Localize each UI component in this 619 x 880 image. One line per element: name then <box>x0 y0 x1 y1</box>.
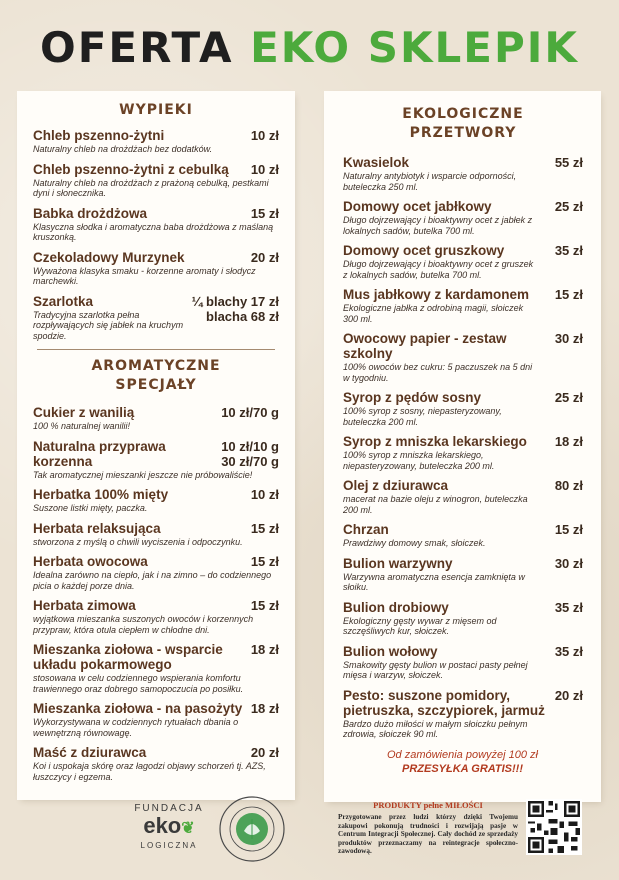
item-name: Babka drożdżowa <box>33 205 148 221</box>
item-name: Syrop z pędów sosny <box>343 390 482 405</box>
menu-item <box>33 162 279 199</box>
item-description: Koi i uspokaja skórę oraz łagodzi objawy schorzeń tj. AZS, łuszczycy i egzema. <box>33 761 266 782</box>
section-title-wypieki: WYPIEKI <box>119 102 193 118</box>
item-price: 35 zł <box>554 643 583 659</box>
item-name: Cukier z wanilią <box>33 405 135 420</box>
page-title <box>0 20 619 76</box>
item-price: 10 zł <box>250 128 279 143</box>
item-name: Bulion wołowy <box>343 643 438 659</box>
item-price: 20 zł <box>554 687 583 703</box>
menu-item <box>343 434 583 471</box>
item-price: 55 zł <box>554 155 583 170</box>
menu-item <box>343 331 583 383</box>
item-price: 18 zł <box>554 434 583 449</box>
item-name: Szarlotka <box>33 293 94 309</box>
cis-seal-logo <box>218 795 286 863</box>
item-description: Bardzo dużo miłości w małym słoiczku pełnym zdrowia, słoiczek 90 ml. <box>343 718 528 739</box>
item-description: Długo dojrzewający i bioaktywny ocet z jabłek z lokalnych sadów, butelka 700 ml. <box>343 215 533 236</box>
left-menu-panel <box>19 93 293 798</box>
item-name: Herbata owocowa <box>33 554 148 569</box>
item-price: 25 zł <box>554 199 583 214</box>
item-description: Smakowity gęsty bulion w postaci pasty pełnej mięsa i warzyw, słoiczek. <box>343 659 528 680</box>
qr-code-icon[interactable] <box>526 799 582 855</box>
item-description: Naturalny chleb na drożdżach bez dodatków. <box>33 144 213 154</box>
item-price: 15 zł <box>250 554 279 569</box>
item-name: Maść z dziurawca <box>33 745 147 760</box>
item-name: Naturalna przyprawa korzenna <box>33 438 166 469</box>
item-price: 15 zł <box>250 598 279 613</box>
logo-logiczna-text: LOGICZNA <box>140 841 198 850</box>
item-price: 15 zł <box>554 287 583 302</box>
item-description: Ekologiczne jabłka z odrobiną magii, słoiczek 300 ml. <box>343 303 524 324</box>
menu-item <box>33 250 279 287</box>
item-price: 30 zł <box>554 331 583 346</box>
about-text: Przygotowane przez ludzi którzy dzięki Twojemu zakupowi pokonują trudności i rozwijają pasje w Centrum Integracji Społecznej. Cały dochód ze sprzedaży produktów przeznaczamy na reintegracje społeczno-zawodową. <box>338 813 518 856</box>
menu-item <box>33 701 279 738</box>
item-price: 10 zł <box>250 161 279 177</box>
item-price: 18 zł <box>250 701 279 716</box>
menu-item <box>343 644 583 681</box>
about-heading: PRODUKTY pełne MIŁOŚCI <box>373 800 483 810</box>
menu-item <box>33 206 279 243</box>
menu-item <box>343 199 583 236</box>
item-name: Pesto: suszone pomidory, pietruszka, szczypiorek, jarmuż <box>343 687 545 718</box>
wypieki-list <box>33 128 279 287</box>
menu-item <box>343 478 583 515</box>
item-price: 20 zł <box>250 745 279 760</box>
item-name: Czekoladowy Murzynek <box>33 249 185 265</box>
item-name: Olej z dziurawca <box>343 478 449 493</box>
item-price: 18 zł <box>250 642 279 657</box>
item-price: 80 zł <box>554 478 583 493</box>
menu-item <box>343 556 583 593</box>
menu-item <box>33 521 279 548</box>
item-price: 20 zł <box>250 249 279 265</box>
menu-item <box>33 439 279 481</box>
item-description: Tradycyjna szarlotka pełna rozpływających się jabłek na kruchym spodzie. <box>33 309 184 341</box>
item-price: 10 zł/10 g 30 zł/70 g <box>221 438 279 469</box>
item-description: 100% syrop z sosny, niepasteryzowany, buteleczka 200 ml. <box>343 406 502 427</box>
item-name: Syrop z mniszka lekarskiego <box>343 434 527 449</box>
item-price: 15 zł <box>554 522 583 537</box>
item-price: 10 zł/70 g <box>221 405 279 420</box>
item-price: 15 zł <box>250 205 279 221</box>
item-description: Długo dojrzewający i bioaktywny ocet z gruszek z lokalnych sadów, butelka 700 ml. <box>343 259 534 280</box>
item-description: 100% owoców bez cukru: 5 paczuszek na 5 dni w tygodniu. <box>343 362 533 383</box>
menu-item <box>343 600 583 637</box>
item-price: 30 zł <box>554 555 583 571</box>
shipping-line1: Od zamówienia powyżej 100 zł <box>386 749 539 761</box>
right-menu-panel <box>326 93 599 800</box>
item-name: Mieszanka ziołowa - na pasożyty <box>33 701 243 716</box>
item-description: Warzywna aromatyczna esencja zamknięta w słoiku. <box>343 571 525 592</box>
item-price-full: blacha 68 zł <box>206 308 279 324</box>
menu-item <box>33 405 279 432</box>
menu-item <box>33 598 279 635</box>
menu-item <box>33 642 279 694</box>
item-name: Domowy ocet jabłkowy <box>343 199 492 214</box>
menu-item <box>33 745 279 782</box>
logo-fundacja-text: FUNDACJA <box>134 803 204 814</box>
item-name: Bulion warzywny <box>343 555 453 571</box>
item-name: Mieszanka ziołowa - wsparcie układu pokarmowego <box>33 642 223 672</box>
item-description: Idealna zarówno na ciepło, jak i na zimno – do codziennego picia o każdej porze dnia. <box>33 570 272 591</box>
shipping-note <box>326 748 599 776</box>
item-description: Wykorzystywana w codziennych rytuałach dbania o wewnętrzną równowagę. <box>33 717 239 738</box>
item-name: Bulion drobiowy <box>343 599 449 615</box>
item-description: stosowana w celu codziennego wspierania komfortu trawiennego oraz dobrego samopoczucia po posiłku. <box>33 673 244 694</box>
item-price: 35 zł <box>554 243 583 258</box>
item-name: Kwasielok <box>343 155 410 170</box>
item-name: Domowy ocet gruszkowy <box>343 243 505 258</box>
menu-item <box>343 688 583 740</box>
about-products <box>338 800 518 856</box>
item-description: Ekologiczny gęsty wywar z mięsem od szczęśliwych kur, słoiczek. <box>343 615 497 636</box>
shipping-free: PRZESYŁKA GRATIS!!! <box>402 763 523 775</box>
menu-item <box>33 487 279 514</box>
menu-item <box>343 243 583 280</box>
item-price: 15 zł <box>250 520 279 536</box>
item-description: 100 % naturalnej wanilii! <box>33 421 131 431</box>
menu-item <box>33 128 279 155</box>
item-description: Tak aromatycznej mieszanki jeszcze nie próbowaliście! <box>33 469 253 480</box>
item-price: 10 zł <box>250 487 279 502</box>
item-description: Klasyczna słodka i aromatyczna baba drożdżowa z maślaną kruszonką. <box>33 221 274 242</box>
title-eko-sklepik: EKO SKLEPIK <box>250 23 579 72</box>
item-price: 35 zł <box>554 599 583 615</box>
item-name: Chleb pszenno-żytni z cebulką <box>33 161 229 177</box>
item-description: stworzona z myślą o chwili wyciszenia i odpoczynku. <box>33 536 243 547</box>
title-oferta: OFERTA <box>40 23 234 72</box>
item-price: ¼ blachy 17 zł <box>191 293 279 309</box>
menu-item <box>343 390 583 427</box>
item-description: macerat na bazie oleju z winogron, buteleczka 200 ml. <box>343 494 528 515</box>
item-description: Naturalny chleb na drożdżach z prażoną cebulką, pestkami dyni i słonecznika. <box>33 177 269 198</box>
section-divider <box>37 349 275 350</box>
item-description: Suszone listki mięty, paczka. <box>33 503 148 513</box>
leaf-icon: ❦ <box>181 820 195 837</box>
specjaly-list <box>33 405 279 782</box>
logo-eko-text: eko <box>143 813 182 838</box>
menu-item <box>33 554 279 591</box>
fundacja-logo <box>130 803 208 850</box>
item-name: Herbata zimowa <box>33 598 136 613</box>
menu-item-szarlotka <box>33 294 279 342</box>
item-name: Herbatka 100% mięty <box>33 487 169 502</box>
item-description: Prawdziwy domowy smak, słoiczek. <box>343 538 486 548</box>
item-name: Herbata relaksująca <box>33 520 161 536</box>
przetwory-list <box>343 155 583 740</box>
item-name: Chrzan <box>343 522 389 537</box>
item-name: Mus jabłkowy z kardamonem <box>343 287 530 302</box>
item-description: wyjątkowa mieszanka suszonych owoców i korzennych przypraw, która otula ciepłem w chłodne dni. <box>33 614 254 635</box>
item-description: Wyważona klasyka smaku - korzenne aromaty i słodycz marchewki. <box>33 265 256 286</box>
item-description: Naturalny antybiotyk i wsparcie odporności, buteleczka 250 ml. <box>343 171 517 192</box>
item-description: 100% syrop z mniszka lekarskiego, niepasteryzowany, buteleczka 200 ml. <box>343 450 495 471</box>
section-title-aromatyczne: AROMATYCZNE SPECJAŁY <box>91 358 221 393</box>
section-title-ekologiczne: EKOLOGICZNE PRZETWORY <box>402 106 524 141</box>
item-price: 25 zł <box>554 390 583 405</box>
menu-item <box>343 287 583 324</box>
item-name: Owocowy papier - zestaw szkolny <box>343 331 507 361</box>
menu-item <box>343 155 583 192</box>
menu-item <box>343 522 583 549</box>
item-name: Chleb pszenno-żytni <box>33 128 165 143</box>
